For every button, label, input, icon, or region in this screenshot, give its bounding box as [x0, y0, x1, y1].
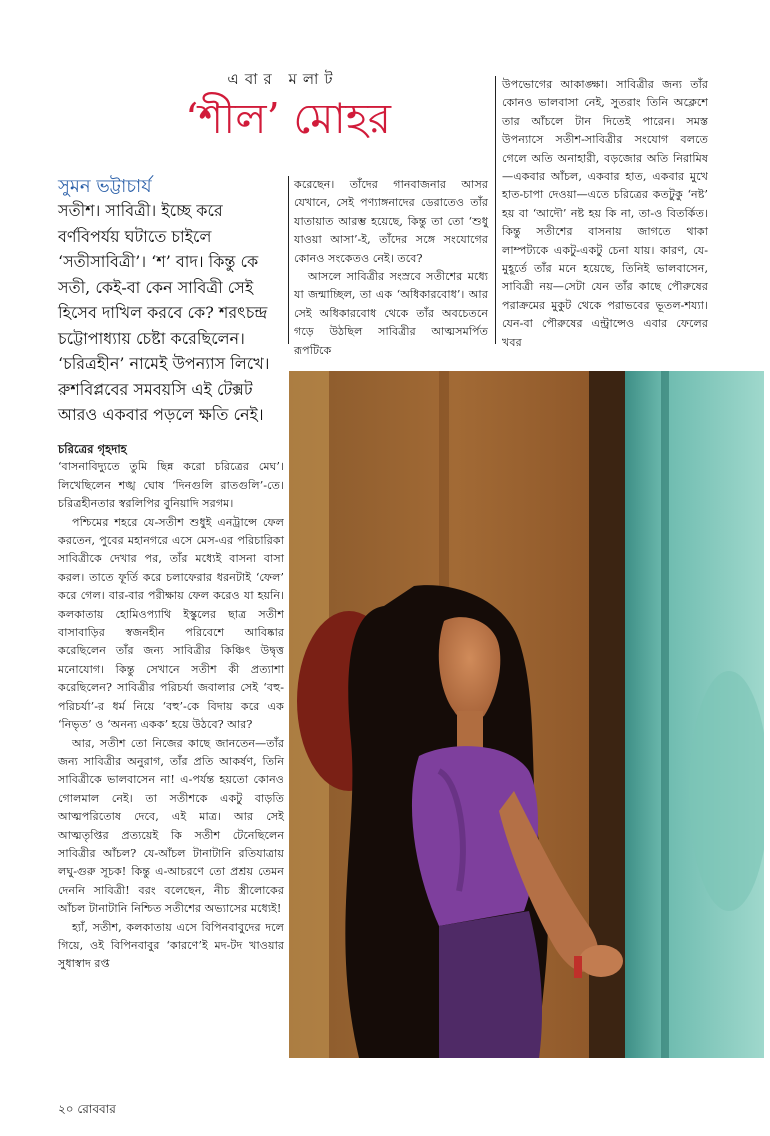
body-paragraph: পশ্চিমের শহরে যে-সতীশ শুধুই এনট্রান্সে ফেল করতেন, পুবের মহানগরে এসে মেস-এর পরিচারিকা সাবিত্রীকে দেখার পর, তাঁর মধ্যেই বাসনা বাসা করল। তাতে ফূর্তি করে চলাফেরার ধরনটাই ‘ফেল’ করে গেল। বার-বার পরীক্ষায় ফেল করেও যা হয়নি। কলকাতায় হোমিওপ্যাথি ইস্কুলের ছাত্র সতীশ বাসাবাড়ির স্বজনহীন পরিবেশে আবিষ্কার করেছিলেন তাঁর জন্য সাবিত্রীর কিঞ্চিৎ উদ্বৃত্ত মনোযোগ। কিন্তু সেখানে সতীশ কী প্রত্যাশা করেছিলেন? সাবিত্রীর পরিচর্যা জবালার সেই ‘বহু-পরিচর্যা’-র ধর্ম নিয়ে ‘বহু’-কে বিদায় করে এক ‘নিভৃত’ ও ‘অনন্য একক’ হয়ে উঠবে? আর?: [58, 515, 284, 732]
body-column-3: [502, 76, 708, 352]
article-standfirst: সতীশ। সাবিত্রী। ইচ্ছে করে বর্ণবিপর্যয় ঘটাতে চাইলে ‘সতীসাবিত্রী’। ‘শ’ বাদ। কিন্তু কে সতী, কেই-বা কেন সাবিত্রী সেই হিসেব দাখিল করবে কে? শরৎচন্দ্র চট্টোপাধ্যায় চেষ্টা করেছিলেন। ‘চরিত্রহীন’ নামেই উপন্যাস লিখে। রুশবিপ্লবের সমবয়সি এই টেক্সট আরও একবার পড়লে ক্ষতি নেই।: [58, 201, 270, 424]
column-rule-right: [495, 76, 496, 344]
page-folio: ২০ রোববার: [58, 1102, 116, 1116]
body-paragraph: আসলে সাবিত্রীর সংস্রবে সতীশের মধ্যে যা জন্মাচ্ছিল, তা এক ‘অধিকারবোধ’। আর সেই অধিকারবোধ থেকে তাঁর অবচেতনে গড়ে উঠছিল সাবিত্রীর আত্মসমর্পিত রূপটিকে: [294, 270, 488, 357]
body-paragraph: উপভোগের আকাঙ্ক্ষা। সাবিত্রীর জন্য তাঁর কোনও ভালবাসা নেই, সুতরাং তিনি অক্লেশে তার আঁচলে টান দিতেই পারেন। সমস্ত উপন্যাসে সতীশ-সাবিত্রীর সংযোগ বলতে গেলে অতি অনাহারী, বড়জোর অতি নিরামিষ—একবার আঁচল, একবার হাত, একবার মুখে হাত-চাপা দেওয়া—এতে চরিত্রের কতটুকু ‘নষ্ট’ হয় বা ‘আদৌ’ নষ্ট হয় কি না, তা-ও বিতর্কিত। কিন্তু সতীশের বাসনায় জাগতে থাকা লাম্পট্যকে একটু-একটু চেনা যায়। কারণ, যে-মুহূর্তে তাঁর মনে হয়েছে, তিনিই ভালবাসেন, সাবিত্রী নয়—সেটা যেন তাঁর কাছে পৌরুষের পরাক্রমের মুকুট থেকে পরাভবের ভূতল-শয্যা। যেন-বা পৌরুষের এন্ট্রান্সেও এবার ফেলের খবর: [502, 78, 708, 349]
body-paragraph: আর, সতীশ তো নিজের কাছে জানতেন—তাঁর জন্য সাবিত্রীর অনুরাগ, তাঁর প্রতি আকর্ষণ, তিনি সাবিত্রীকে ভালবাসেন না! এ-পর্যন্ত হয়তো কোনও গোলমাল নেই। তা সতীশকে একটু বাড়তি আত্মপরিতোষ দেবে, এই মাত্র। আর সেই আত্মতৃপ্তির প্রত্যয়েই কি সতীশ টেনেছিলেন সাবিত্রীর আঁচল? যে-আঁচল টানাটানি রতিযাত্রায় লঘু-গুরু সূচক! কিন্তু এ-আচরণে তো প্রশ্রয় তেমন দেননি সাবিত্রী! বরং বলেছেন, নীচ স্ত্রীলোকের আঁচল টানাটানি নিশ্চিত সতীশের অভ্যাসের মধ্যেই!: [58, 736, 284, 916]
column-rule-left: [288, 176, 289, 344]
body-paragraph: ‘বাসনাবিদ্যুতে তুমি ছিন্ন করো চরিত্রের মেঘ’। লিখেছিলেন শঙ্খ ঘোষ ‘দিনগুলি রাতগুলি’-তে। চরিত্রহীনতার স্বরলিপির বুনিয়াদি সরগম।: [58, 460, 284, 511]
body-paragraph: করেছেন। তাঁদের গানবাজনার আসর যেখানে, সেই পণ্যাঙ্গনাদের ডেরাতেও তাঁর যাতায়াত আরম্ভ হয়েছে, কিন্তু তা তো ‘শুধু যাওয়া আসা’-ই, তাঁদের সঙ্গে সংযোগের কোনও সংকেতও নেই। তবে?: [294, 178, 488, 265]
section-heading: চরিত্রের গৃহদাহ: [58, 442, 127, 456]
article-photo: [289, 371, 764, 1058]
body-column-1: [58, 440, 284, 974]
body-paragraph: হ্যাঁ, সতীশ, কলকাতায় এসে বিপিনবাবুদের দলে গিয়ে, ওই বিপিনবাবুর ‘কারণে’ই মদ-টদ খাওয়ার সুধাস্বাদ রপ্ত: [58, 920, 284, 971]
body-column-2: [294, 176, 488, 360]
article-headline: ‘শীল’ মোহর: [185, 94, 391, 143]
section-kicker: এবার মলাট: [227, 70, 339, 88]
author-byline: সুমন ভট্টাচার্য: [58, 176, 152, 197]
